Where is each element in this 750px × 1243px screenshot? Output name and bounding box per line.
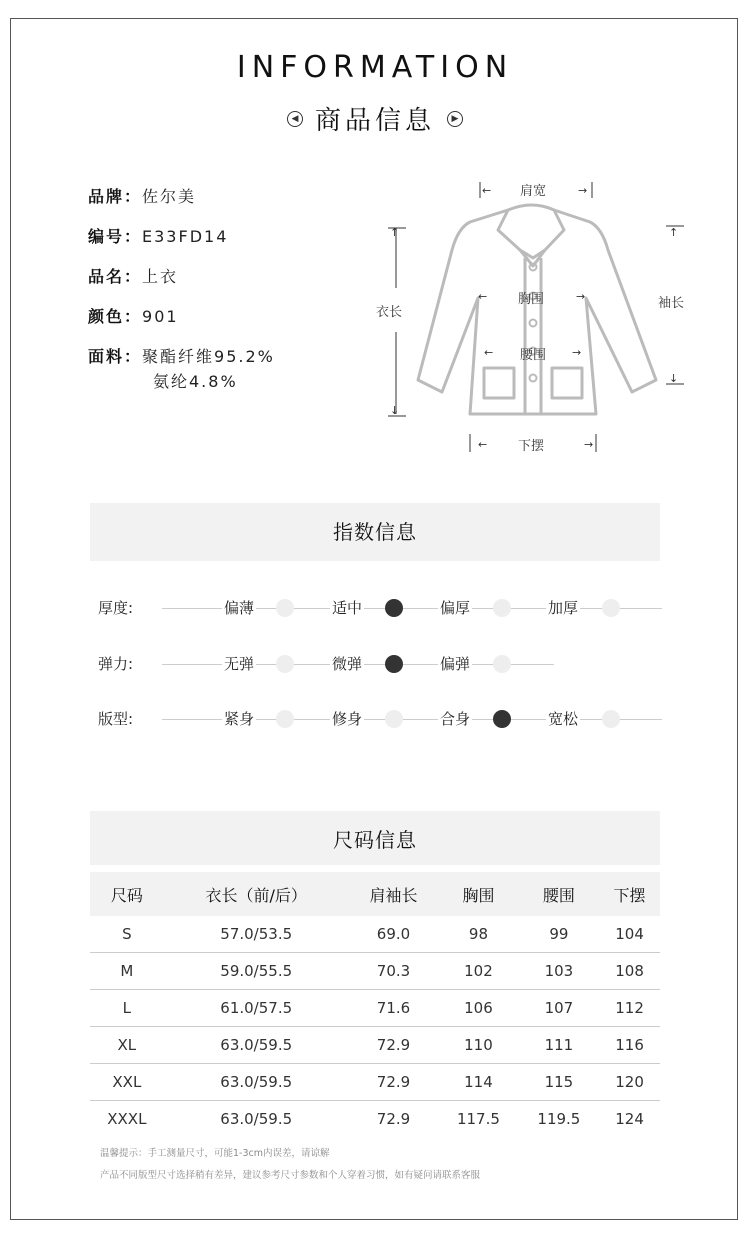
column-header: 胸围 xyxy=(438,872,518,916)
info-fabric xyxy=(88,344,275,367)
index-row-fit xyxy=(90,708,670,732)
table-cell: XXL xyxy=(90,1064,164,1101)
info-key: 编号： xyxy=(88,227,143,246)
index-row-label: 版型: xyxy=(98,710,134,728)
column-header: 肩袖长 xyxy=(349,872,439,916)
table-cell: 120 xyxy=(599,1064,660,1101)
table-row xyxy=(90,1027,660,1064)
index-option: 微弹 xyxy=(332,655,363,673)
table-cell: 98 xyxy=(438,916,518,953)
label-shoulder: 肩宽 xyxy=(520,184,547,199)
index-dot xyxy=(602,599,620,617)
table-cell: 111 xyxy=(519,1027,599,1064)
svg-text:→: → xyxy=(584,438,594,451)
table-cell: XL xyxy=(90,1027,164,1064)
note-measurement: 温馨提示：手工测量尺寸，可能1-3cm内误差，请谅解 xyxy=(100,1148,330,1159)
index-dot xyxy=(493,599,511,617)
info-code xyxy=(88,224,228,247)
svg-text:→: → xyxy=(578,184,588,197)
table-cell: 119.5 xyxy=(537,1110,581,1128)
info-value: 上衣 xyxy=(142,267,179,286)
svg-text:→: → xyxy=(576,290,586,303)
table-cell: 107 xyxy=(519,990,599,1027)
table-cell: 104 xyxy=(599,916,660,953)
index-dot xyxy=(385,710,403,728)
index-option: 加厚 xyxy=(548,599,579,617)
index-option: 适中 xyxy=(332,599,363,617)
table-cell: 72.9 xyxy=(376,1110,411,1128)
label-chest: 胸围 xyxy=(518,292,545,307)
title-chinese xyxy=(0,100,750,137)
svg-text:↑: ↑ xyxy=(669,226,679,239)
svg-text:←: ← xyxy=(478,290,488,303)
svg-text:↓: ↓ xyxy=(390,404,400,417)
table-cell: 63.0/59.5 xyxy=(164,1027,349,1064)
table-cell: 63.0/59.5 xyxy=(220,1110,293,1128)
table-cell: 102 xyxy=(438,953,518,990)
index-dot-selected xyxy=(385,599,403,617)
index-row-thickness xyxy=(90,597,670,621)
index-dot-selected xyxy=(493,710,511,728)
table-row xyxy=(90,1101,660,1138)
table-cell: 72.9 xyxy=(349,1027,439,1064)
svg-text:↑: ↑ xyxy=(390,226,400,239)
table-cell: S xyxy=(90,916,164,953)
info-color xyxy=(88,304,179,327)
index-dot xyxy=(276,710,294,728)
index-option: 宽松 xyxy=(548,710,579,728)
info-key: 面料： xyxy=(88,347,143,366)
table-cell: 106 xyxy=(438,990,518,1027)
info-name xyxy=(88,264,178,287)
label-sleeve: 袖长 xyxy=(658,296,685,311)
size-section-title: 尺码信息 xyxy=(90,811,660,865)
info-value: 聚酯纤维95.2% xyxy=(142,347,275,366)
table-cell: 99 xyxy=(519,916,599,953)
column-header: 衣长（前/后） xyxy=(164,872,349,916)
info-value: 氨纶4.8% xyxy=(153,372,238,391)
info-key: 品名： xyxy=(88,267,143,286)
index-dot xyxy=(602,710,620,728)
table-cell: 114 xyxy=(438,1064,518,1101)
column-header: 下摆 xyxy=(599,872,660,916)
table-cell: 116 xyxy=(599,1027,660,1064)
svg-text:←: ← xyxy=(478,438,488,451)
index-option: 偏弹 xyxy=(440,655,471,673)
index-option: 修身 xyxy=(332,710,363,728)
table-cell: 117.5 xyxy=(456,1110,500,1128)
label-hem: 下摆 xyxy=(518,439,545,454)
table-cell: 110 xyxy=(438,1027,518,1064)
svg-text:←: ← xyxy=(484,346,494,359)
table-cell: 72.9 xyxy=(349,1064,439,1101)
size-table xyxy=(90,872,660,1137)
index-section-title: 指数信息 xyxy=(90,503,660,561)
table-cell: M xyxy=(90,953,164,990)
info-brand xyxy=(88,184,196,207)
index-dot xyxy=(493,655,511,673)
index-option: 紧身 xyxy=(224,710,255,728)
table-cell: 115 xyxy=(519,1064,599,1101)
table-cell: 103 xyxy=(519,953,599,990)
index-row-elasticity xyxy=(90,653,670,677)
title-chinese-text: 商品信息 xyxy=(314,106,435,136)
index-dot xyxy=(276,655,294,673)
index-dot xyxy=(276,599,294,617)
table-cell: 63.0/59.5 xyxy=(164,1064,349,1101)
left-arrow-icon: ◀ xyxy=(287,111,303,127)
svg-text:←: ← xyxy=(482,184,492,197)
label-length: 衣长 xyxy=(376,305,403,320)
index-dot-selected xyxy=(385,655,403,673)
table-cell: 69.0 xyxy=(349,916,439,953)
table-cell: XXXL xyxy=(107,1110,147,1128)
title-english: INFORMATION xyxy=(236,50,514,85)
info-key: 颜色： xyxy=(88,307,143,326)
index-option: 无弹 xyxy=(224,655,255,673)
note-fit: 产品不同版型尺寸选择稍有差异，建议参考尺寸参数和个人穿着习惯，如有疑问请联系客服 xyxy=(100,1170,481,1181)
table-cell: 61.0/57.5 xyxy=(164,990,349,1027)
index-option: 偏薄 xyxy=(224,599,255,617)
index-row-label: 弹力: xyxy=(98,655,134,673)
table-row xyxy=(90,1064,660,1101)
column-header: 腰围 xyxy=(519,872,599,916)
table-cell: 71.6 xyxy=(349,990,439,1027)
table-row xyxy=(90,916,660,953)
info-value: E33FD14 xyxy=(142,227,229,246)
table-cell: 70.3 xyxy=(349,953,439,990)
size-table-header xyxy=(90,872,660,916)
svg-text:↓: ↓ xyxy=(669,372,679,385)
table-cell: 112 xyxy=(599,990,660,1027)
table-cell: L xyxy=(90,990,164,1027)
index-row-label: 厚度: xyxy=(98,599,134,617)
column-header: 尺码 xyxy=(90,872,164,916)
info-fabric-line2 xyxy=(153,369,238,392)
table-cell: 59.0/55.5 xyxy=(164,953,349,990)
svg-text:→: → xyxy=(572,346,582,359)
table-row xyxy=(90,953,660,990)
jacket-illustration xyxy=(370,170,700,460)
right-arrow-icon: ▶ xyxy=(447,111,463,127)
info-value: 佐尔美 xyxy=(142,187,197,206)
garment-diagram xyxy=(370,170,700,460)
index-option: 合身 xyxy=(440,710,471,728)
info-value: 901 xyxy=(142,307,179,326)
label-waist: 腰围 xyxy=(520,348,547,363)
table-cell: 124 xyxy=(615,1110,644,1128)
index-option: 偏厚 xyxy=(440,599,471,617)
info-key: 品牌： xyxy=(88,187,143,206)
table-row xyxy=(90,990,660,1027)
table-cell: 57.0/53.5 xyxy=(164,916,349,953)
table-cell: 108 xyxy=(599,953,660,990)
